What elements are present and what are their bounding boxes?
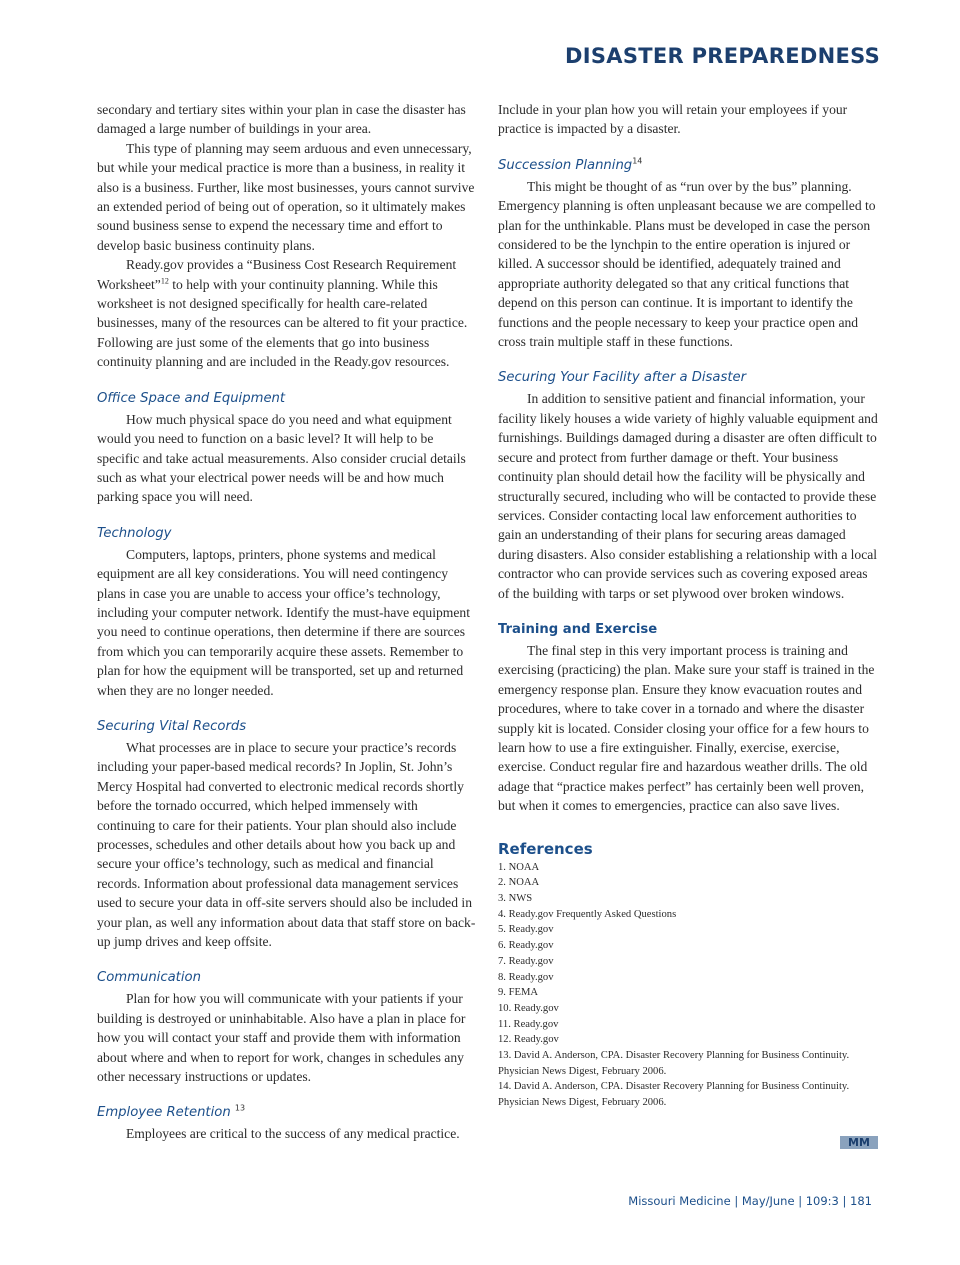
- paragraph-employee-retention: Employees are critical to the success of any medical practice.: [126, 1126, 460, 1142]
- right-column: [498, 100, 880, 1111]
- reference-item: 10. Ready.gov: [498, 1002, 559, 1014]
- reference-item: 1. NOAA: [498, 861, 540, 873]
- paragraph-communication: Plan for how you will communicate with your patients if your building is destroyed or uninhabitable. Also have a plan in place for how you will contact your staff and provide them with information about where and when to report for work, changes in schedules any other necessary instructions or updates.: [97, 991, 466, 1085]
- paragraph-training-exercise: The final step in this very important process is training and exercising (practicing) the plan. Make sure your staff is trained in the emergency response plan. Ensure they know evacuation routes and procedures, where to take cover in a tornado and where the disaster supply kit is located. Consider closing your office for a few hours to learn how to use a fire extinguisher. Finally, exercise, exercise, exercise. Conduct regular fire and hazardous weather drills. The old adage that “practice makes perfect” has certainly been well proven, but when it comes to emergencies, practice can also save lives.: [498, 642, 875, 814]
- references-title: References: [498, 839, 593, 858]
- heading-succession-planning: [498, 156, 880, 175]
- section-title: DISASTER PREPAREDNESS: [565, 44, 880, 68]
- paragraph-securing-facility: In addition to sensitive patient and financial information, your facility likely houses a wide variety of highly valuable equipment and furnishings. Buildings damaged during a disaster are often difficult to secure and protect from further damage or theft. Your business continuity plan should detail how the facility will be physically and structurally secured, including who will be contacted to provide these services. Consider contacting local law enforcement authorities to gain an understanding of their plans for securing areas damaged during disasters. Also consider establishing a relationship with a local contractor who can provide services such as covering exposed areas of the building with tarps or set plywood over broken windows.: [498, 391, 878, 601]
- paragraph-vital-records: What processes are in place to secure your practice’s records including your paper-based medical records? In Joplin, St. John’s Mercy Hospital had converted to electronic medical records shortly before the tornado occurred, which helped immensely with continuing to care for their patients. Your plan should also include processes, schedules and other details about how you back up and secure your office’s technology, such as medical and financial records. Information about professional data management services used to secure your data in off-site servers should also be included in your plan, as well any information about data that staff store on back-up jump drives and keep offsite.: [97, 739, 476, 950]
- references-list: [498, 860, 880, 1111]
- reference-item: 13. David A. Anderson, CPA. Disaster Recovery Planning for Business Continuity. Physician News Digest, February 2006.: [498, 1050, 850, 1077]
- mm-logo: MM: [840, 1136, 878, 1149]
- left-paragraph-3: [97, 255, 479, 371]
- heading-employee-retention: [97, 1103, 479, 1122]
- paragraph-office-space: How much physical space do you need and what equipment would you need to function on a basic level? It will help to be specific and take actual measurements. Also consider crucial details such as what your electrical power needs will be and how much parking space you will need.: [97, 411, 466, 505]
- reference-item: 5. Ready.gov: [498, 924, 554, 936]
- heading-securing-facility: Securing Your Facility after a Disaster: [498, 370, 747, 386]
- reference-item: 12. Ready.gov: [498, 1034, 559, 1046]
- heading-communication: Communication: [97, 970, 201, 986]
- left-paragraph-1: secondary and tertiary sites within your plan in case the disaster has damaged a large number of buildings in your area.: [97, 102, 466, 137]
- reference-item: 8. Ready.gov: [498, 971, 554, 983]
- reference-item: 6. Ready.gov: [498, 940, 554, 952]
- heading-text: Employee Retention: [97, 1105, 231, 1121]
- reference-item: 9. FEMA: [498, 987, 539, 999]
- footnote-ref: 14: [632, 156, 643, 166]
- left-column: [97, 100, 479, 1144]
- paragraph-text: to help with your continuity planning. While this worksheet is not designed specifically for health care-related businesses, many of the resources can be altered to fit your practice. Following are just some of the elements that go into business continuity planning and are included in the Ready.gov resources.: [97, 276, 468, 370]
- footnote-ref: 12: [160, 276, 169, 286]
- heading-office-space: Office Space and Equipment: [97, 390, 286, 406]
- heading-vital-records: Securing Vital Records: [97, 718, 247, 734]
- heading-text: Succession Planning: [498, 157, 633, 173]
- reference-item: 11. Ready.gov: [498, 1018, 559, 1030]
- reference-item: 14. David A. Anderson, CPA. Disaster Recovery Planning for Business Continuity. Physician News Digest, February 2006.: [498, 1081, 850, 1109]
- reference-item: 2. NOAA: [498, 877, 540, 889]
- paragraph-technology: Computers, laptops, printers, phone systems and medical equipment are all key considerations. You will need contingency plans in case you are unable to access your office’s technology, including your computer network. Identify the must-have equipment you need to continue operations, then determine if there are sources from which you can temporarily acquire these assets. Remember to plan for how the equipment will be transported, set up and returned when they are no longer needed.: [97, 546, 470, 698]
- right-paragraph-1: Include in your plan how you will retain your employees if your practice is impacted by a disaster.: [498, 102, 848, 137]
- reference-item: 3. NWS: [498, 893, 533, 904]
- heading-technology: Technology: [97, 525, 172, 541]
- page-footer: Missouri Medicine | May/June | 109:3 | 181: [628, 1194, 872, 1208]
- paragraph-text: Ready.gov provides a “Business Cost Research Requirement Worksheet”: [97, 257, 457, 292]
- reference-item: 7. Ready.gov: [498, 955, 554, 967]
- footnote-ref: 13: [234, 1104, 246, 1114]
- left-paragraph-2: This type of planning may seem arduous and even unnecessary, but while your medical practice is more than a business, in reality it also is a business. Further, like most businesses, yours cannot survive an extended period of being out of operation, so it ultimately makes sound business sense to expend the necessary time and effort to develop basic business continuity plans.: [97, 140, 475, 253]
- paragraph-succession-planning: This might be thought of as “run over by the bus” planning. Emergency planning is often unpleasant because we are compelled to plan for the unthinkable. Plans must be developed in case the person considered to be the lynchpin to the entire operation is injured or killed. A successor should be identified, adequately trained and appropriate authority delegated so that any critical functions that depend on this person can continue. It is important to identify the functions and the people necessary to keep your practice open and cross train multiple staff in these functions.: [498, 178, 876, 350]
- reference-item: 4. Ready.gov Frequently Asked Questions: [498, 908, 677, 920]
- heading-training-exercise: Training and Exercise: [498, 621, 658, 637]
